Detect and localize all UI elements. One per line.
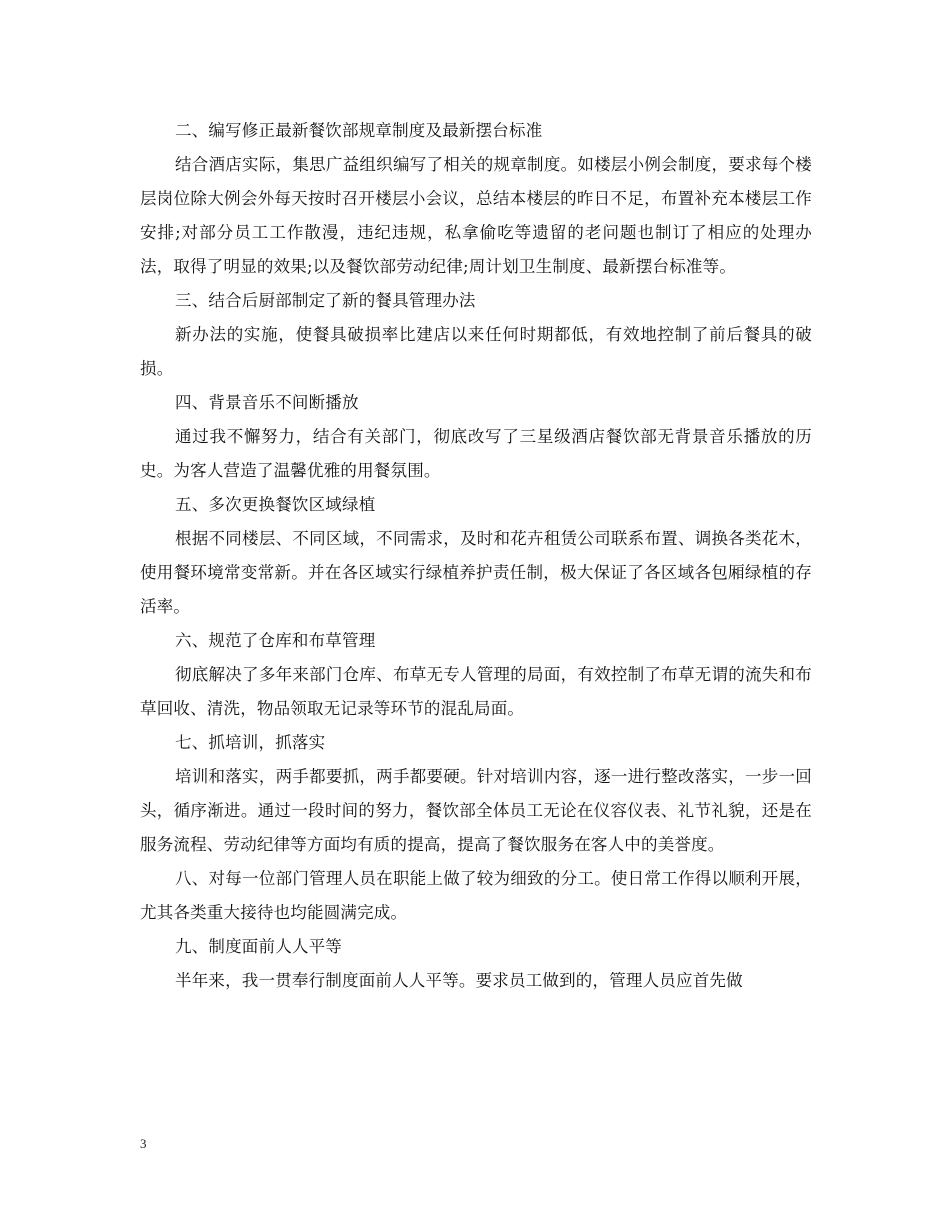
body-paragraph: 彻底解决了多年来部门仓库、布草无专人管理的局面，有效控制了布草无谓的流失和布草回收、清洗，物品领取无记录等环节的混乱局面。 [140, 665, 812, 718]
section-heading-2: 二、编写修正最新餐饮部规章制度及最新摆台标准 [175, 121, 543, 140]
section-heading-4: 四、背景音乐不间断播放 [175, 393, 359, 412]
body-paragraph: 新办法的实施，使餐具破损率比建店以来任何时期都低，有效地控制了前后餐具的破损。 [140, 325, 812, 378]
page-number: 3 [140, 1136, 147, 1151]
body-paragraph: 通过我不懈努力，结合有关部门，彻底改写了三星级酒店餐饮部无背景音乐播放的历史。为客人营造了温馨优雅的用餐氛围。 [140, 427, 812, 480]
section-heading-7: 七、抓培训，抓落实 [175, 733, 326, 752]
section-heading-6: 六、规范了仓库和布草管理 [175, 631, 376, 650]
body-paragraph: 根据不同楼层、不同区域，不同需求，及时和花卉租赁公司联系布置、调换各类花木，使用餐环境常变常新。并在各区域实行绿植养护责任制，极大保证了各区域各包厢绿植的存活率。 [140, 529, 812, 616]
section-heading-9: 九、制度面前人人平等 [175, 937, 342, 956]
body-paragraph: 结合酒店实际，集思广益组织编写了相关的规章制度。如楼层小例会制度，要求每个楼层岗位除大例会外每天按时召开楼层小会议，总结本楼层的昨日不足，布置补充本楼层工作安排;对部分员工工作散漫，违纪违规，私拿偷吃等遗留的老问题也制订了相应的处理办法，取得了明显的效果;以及餐饮部劳动纪律;周计划卫生制度、最新摆台标准等。 [140, 155, 812, 276]
section-heading-5: 五、多次更换餐饮区域绿植 [175, 495, 376, 514]
section-heading-3: 三、结合后厨部制定了新的餐具管理办法 [175, 291, 476, 310]
section-heading-8: 八、对每一位部门管理人员在职能上做了较为细致的分工。使日常工作得以顺利开展，尤其各类重大接待也均能圆满完成。 [140, 869, 812, 922]
body-paragraph: 半年来，我一贯奉行制度面前人人平等。要求员工做到的，管理人员应首先做 [175, 971, 743, 990]
document-body [140, 114, 812, 998]
body-paragraph: 培训和落实，两手都要抓，两手都要硬。针对培训内容，逐一进行整改落实，一步一回头，循序渐进。通过一段时间的努力，餐饮部全体员工无论在仪容仪表、礼节礼貌，还是在服务流程、劳动纪律等方面均有质的提高，提高了餐饮服务在客人中的美誉度。 [140, 767, 812, 854]
